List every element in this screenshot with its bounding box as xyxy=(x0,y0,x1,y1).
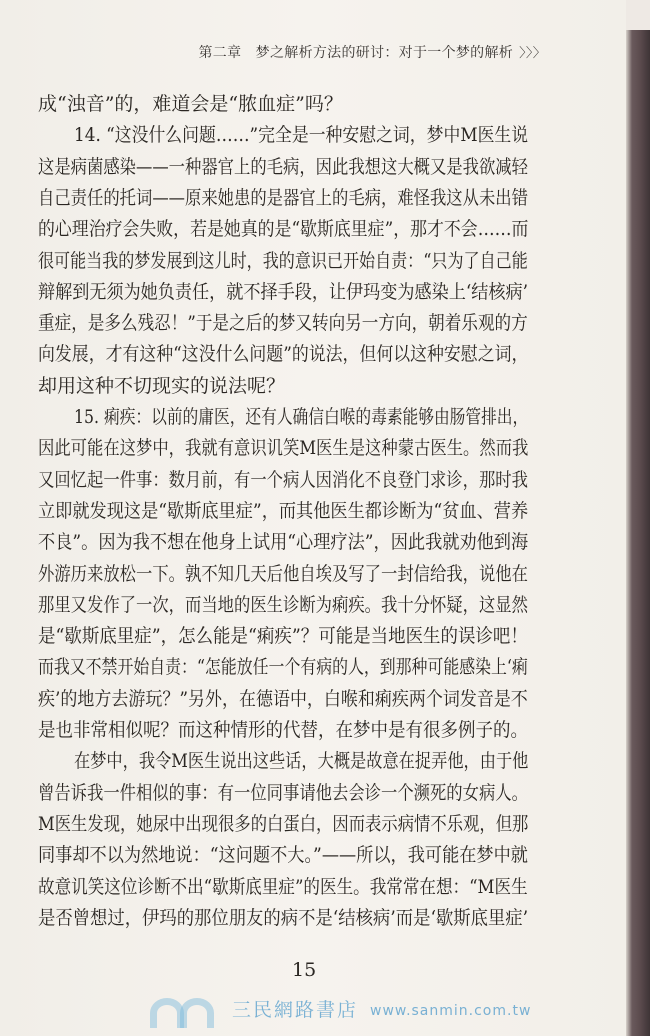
running-title: 第二章 梦之解析方法的研讨：对于一个梦的解析 xyxy=(198,45,514,61)
text-line: 外游历来放松一下。孰不知几天后他自埃及写了一封信给我，说他在 xyxy=(38,562,528,585)
text-line: 曾告诉我一件相似的事：有一位同事请他去会诊一个濒死的女病人。 xyxy=(38,781,528,804)
running-header xyxy=(198,42,546,62)
watermark xyxy=(150,992,550,1028)
text-line: 不良”。因为我不想在他身上试用“心理疗法”，因此我就劝他到海 xyxy=(38,531,529,554)
text-line: 这是病菌感染——一种器官上的毛病，因此我想这大概又是我欲减轻 xyxy=(38,155,528,178)
text-line: 是“歇斯底里症”，怎么能是“痢疾”？可能是当地医生的误诊吧！ xyxy=(38,625,528,648)
text-line: 因此可能在这梦中，我就有意识讥笑M医生是这种蒙古医生。然而我 xyxy=(38,437,529,460)
text-line: 成“浊音”的，难道会是“脓血症”吗？ xyxy=(38,93,343,115)
watermark-title: 三民網路書店 xyxy=(232,999,359,1021)
text-line: M医生发现，她尿中出现很多的白蛋白，因而表示病情不乐观，但那 xyxy=(38,812,529,835)
chevron-right-icon: 〉〉〉 xyxy=(519,46,546,61)
watermark-logo-arc xyxy=(180,998,214,1028)
text-line: 疾’的地方去游玩？”另外，在德语中，白喉和痢疾两个词发音是不 xyxy=(38,687,528,710)
text-line: 又回忆起一件事：数月前，有一个病人因消化不良登门求诊，那时我 xyxy=(38,468,528,491)
text-line: 重症，是多么残忍！”于是之后的梦又转向另一方向，朝着乐观的方 xyxy=(38,312,528,335)
watermark-url: www.sanmin.com.tw xyxy=(370,1003,532,1019)
text-line: 15. 痢疾：以前的庸医，还有人确信白喉的毒素能够由肠管排出， xyxy=(74,406,529,428)
text-line: 却用这种不切现实的说法呢？ xyxy=(38,374,286,397)
page-number: 15 xyxy=(292,959,317,981)
text-line: 是否曾想过，伊玛的那位朋友的病不是‘结核病’而是‘歇斯底里症’ xyxy=(38,906,529,929)
text-line: 自己责任的托词——原来她患的是器官上的毛病，难怪我这从未出错 xyxy=(38,186,528,209)
page-edge-top xyxy=(626,0,650,30)
text-line: 很可能当我的梦发展到这儿时，我的意识已开始自责：“只为了自己能 xyxy=(38,249,528,272)
text-line: 的心理治疗会失败，若是她真的是“歇斯底里症”，那才不会……而 xyxy=(38,218,529,241)
text-line: 在梦中，我令M医生说出这些话，大概是故意在捉弄他，由于他 xyxy=(74,750,529,773)
text-line: 故意讥笑这位诊断不出“歇斯底里症”的医生。我常常在想：“M医生 xyxy=(38,875,528,898)
page-edge xyxy=(626,0,650,1036)
text-line: 那里又发作了一次，而当地的医生诊断为痢疾。我十分怀疑，这显然 xyxy=(38,593,528,616)
text-line: 辩解到无须为她负责任，就不择手段，让伊玛变为感染上‘结核病’ xyxy=(38,280,529,303)
watermark-logo-arc xyxy=(150,998,184,1028)
text-line: 向发展，才有这种“这没什么问题”的说法，但何以这种安慰之词， xyxy=(38,343,529,366)
text-line: 是也非常相似呢？而这种情形的代替，在梦中是有很多例子的。 xyxy=(38,719,529,741)
text-line: 14. “这没什么问题……”完全是一种安慰之词，梦中M医生说 xyxy=(74,124,529,147)
text-line: 同事却不以为然地说：“这问题不大。”——所以，我可能在梦中就 xyxy=(38,844,528,867)
text-line: 而我又不禁开始自责：“怎能放任一个有病的人，到那种可能感染上‘痢 xyxy=(38,656,528,679)
text-line: 立即就发现这是“歇斯底里症”，而其他医生都诊断为“贫血、营养 xyxy=(38,499,529,522)
